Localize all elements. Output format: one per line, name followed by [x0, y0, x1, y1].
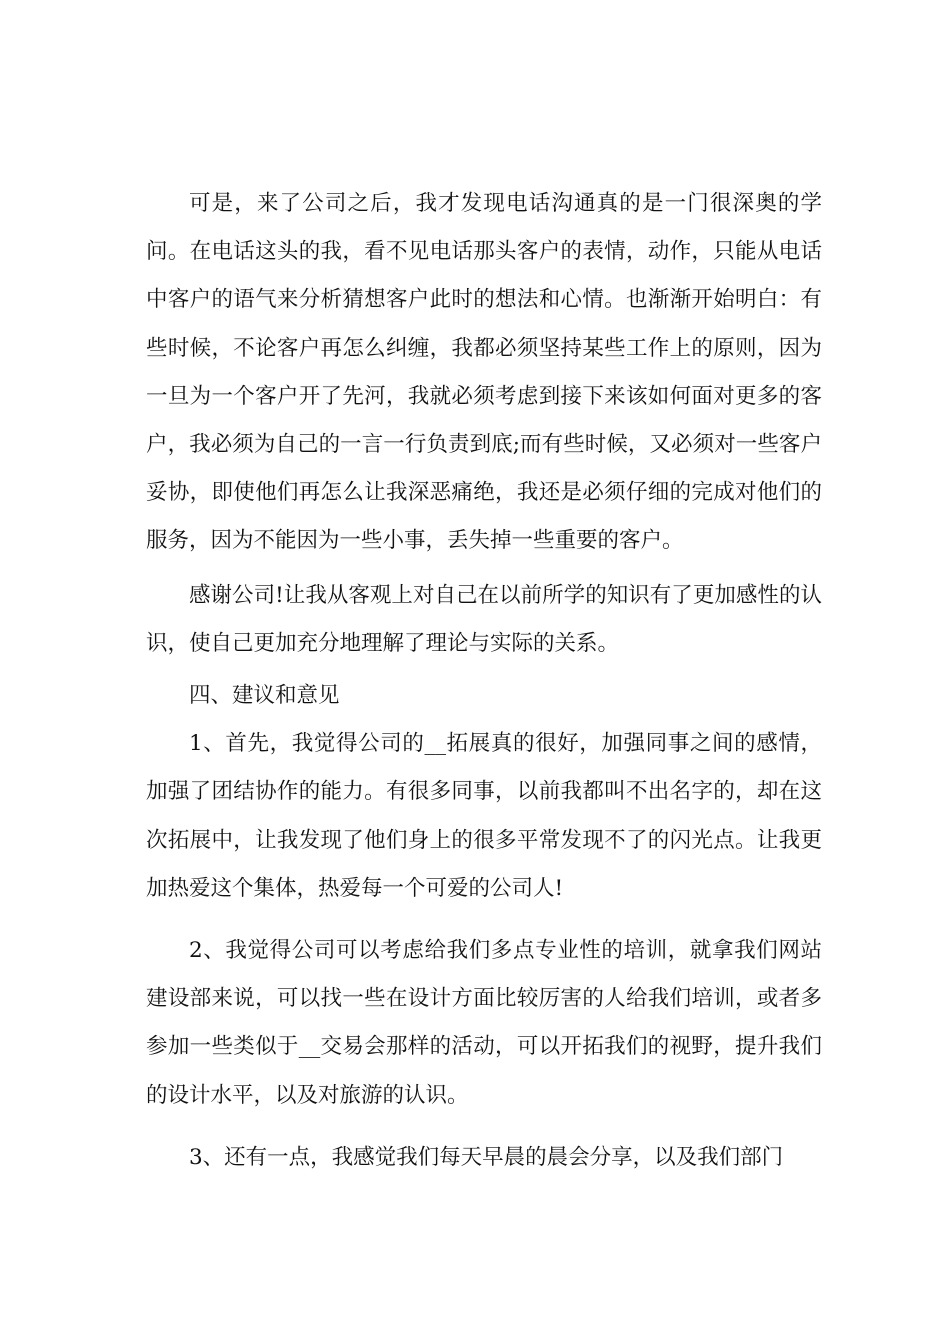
paragraph-suggestion-1: 1、首先，我觉得公司的__拓展真的很好，加强同事之间的感情，加强了团结协作的能力。有很多同事，以前我都叫不出名字的，却在这次拓展中，让我发现了他们身上的很多平常发现不了的闪光点。让我更加热爱这个集体，热爱每一个可爱的公司人! — [146, 731, 822, 901]
paragraph-suggestion-3: 3、还有一点，我感觉我们每天早晨的晨会分享，以及我们部门 — [189, 1144, 784, 1170]
document-body — [146, 180, 822, 1182]
paragraph-thanks-company: 感谢公司!让我从客观上对自己在以前所学的知识有了更加感性的认识，使自己更加充分地理解了理论与实际的关系。 — [146, 582, 822, 656]
paragraph-suggestion-2: 2、我觉得公司可以考虑给我们多点专业性的培训，就拿我们网站建设部来说，可以找一些在设计方面比较厉害的人给我们培训，或者多参加一些类似于__交易会那样的活动，可以开拓我们的视野，提升我们的设计水平，以及对旅游的认识。 — [146, 938, 822, 1108]
section-heading-suggestions: 四、建议和意见 — [189, 683, 340, 709]
paragraph-phone-communication: 可是，来了公司之后，我才发现电话沟通真的是一门很深奥的学问。在电话这头的我，看不见电话那头客户的表情，动作，只能从电话中客户的语气来分析猜想客户此时的想法和心情。也渐渐开始明白：有些时候，不论客户再怎么纠缠，我都必须坚持某些工作上的原则，因为一旦为一个客户开了先河，我就必须考虑到接下来该如何面对更多的客户，我必须为自己的一言一行负责到底;而有些时候，又必须对一些客户妥协，即使他们再怎么让我深恶痛绝，我还是必须仔细的完成对他们的服务，因为不能因为一些小事，丢失掉一些重要的客户。 — [146, 191, 822, 554]
